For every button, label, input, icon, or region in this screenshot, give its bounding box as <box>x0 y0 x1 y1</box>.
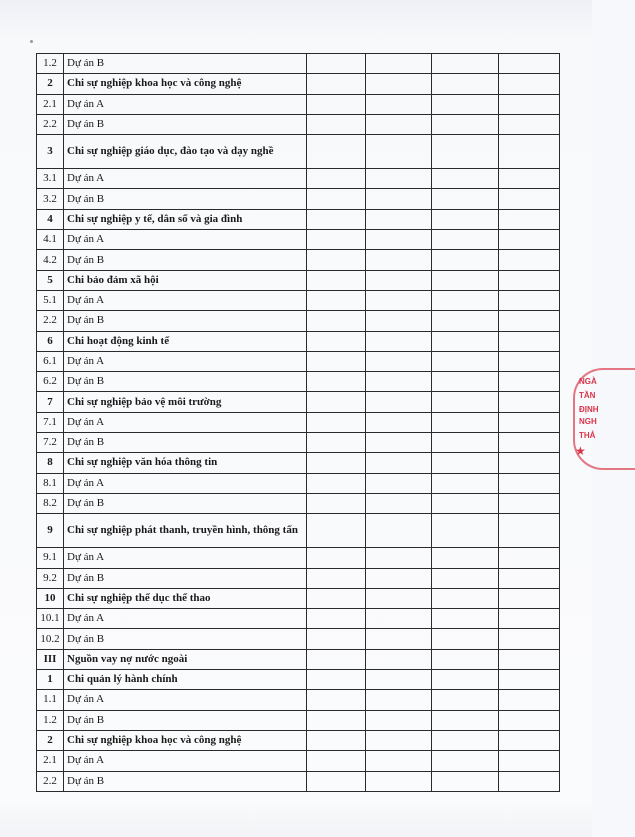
row-description-cell: Dự án B <box>64 771 307 791</box>
row-description-cell: Dự án B <box>64 629 307 649</box>
row-description-cell: Dự án A <box>64 230 307 250</box>
empty-value-cell <box>307 114 366 134</box>
empty-value-cell <box>366 135 432 169</box>
row-description-cell: Nguồn vay nợ nước ngoài <box>64 649 307 669</box>
empty-value-cell <box>432 771 499 791</box>
row-number-cell: 2.1 <box>37 751 64 771</box>
table-row <box>37 250 560 270</box>
empty-value-cell <box>307 568 366 588</box>
empty-value-cell <box>499 311 560 331</box>
table-row <box>37 514 560 548</box>
empty-value-cell <box>432 270 499 290</box>
empty-value-cell <box>366 493 432 513</box>
empty-value-cell <box>307 54 366 74</box>
empty-value-cell <box>432 230 499 250</box>
table-row <box>37 588 560 608</box>
budget-table-body <box>37 54 560 792</box>
row-description-cell: Dự án A <box>64 690 307 710</box>
empty-value-cell <box>432 609 499 629</box>
empty-value-cell <box>366 751 432 771</box>
table-row <box>37 609 560 629</box>
table-row <box>37 751 560 771</box>
table-row <box>37 135 560 169</box>
empty-value-cell <box>366 74 432 94</box>
empty-value-cell <box>499 290 560 310</box>
empty-value-cell <box>432 670 499 690</box>
row-description-cell: Chi sự nghiệp phát thanh, truyền hình, thông tấn <box>64 514 307 548</box>
empty-value-cell <box>366 169 432 189</box>
empty-value-cell <box>432 730 499 750</box>
table-row <box>37 169 560 189</box>
empty-value-cell <box>307 372 366 392</box>
table-row <box>37 473 560 493</box>
row-number-cell: 2.2 <box>37 114 64 134</box>
empty-value-cell <box>366 514 432 548</box>
row-number-cell: 2.1 <box>37 94 64 114</box>
empty-value-cell <box>307 514 366 548</box>
table-row <box>37 230 560 250</box>
seal-text-line: ĐỊNH <box>579 405 599 414</box>
empty-value-cell <box>366 568 432 588</box>
empty-value-cell <box>499 649 560 669</box>
table-row <box>37 392 560 412</box>
row-description-cell: Dự án A <box>64 548 307 568</box>
empty-value-cell <box>432 169 499 189</box>
empty-value-cell <box>307 493 366 513</box>
empty-value-cell <box>366 453 432 473</box>
seal-text-line: TẦN <box>579 391 596 400</box>
empty-value-cell <box>307 290 366 310</box>
row-number-cell: 9.1 <box>37 548 64 568</box>
empty-value-cell <box>307 209 366 229</box>
empty-value-cell <box>432 493 499 513</box>
row-description-cell: Dự án A <box>64 751 307 771</box>
row-description-cell: Dự án A <box>64 412 307 432</box>
empty-value-cell <box>366 609 432 629</box>
table-row <box>37 412 560 432</box>
row-description-cell: Dự án A <box>64 94 307 114</box>
empty-value-cell <box>366 331 432 351</box>
row-number-cell: 8.1 <box>37 473 64 493</box>
table-row <box>37 290 560 310</box>
table-row <box>37 771 560 791</box>
row-description-cell: Chi hoạt động kinh tế <box>64 331 307 351</box>
empty-value-cell <box>366 649 432 669</box>
empty-value-cell <box>366 548 432 568</box>
row-number-cell: 5 <box>37 270 64 290</box>
empty-value-cell <box>432 453 499 473</box>
empty-value-cell <box>366 412 432 432</box>
row-number-cell: 10.1 <box>37 609 64 629</box>
row-description-cell: Dự án B <box>64 710 307 730</box>
empty-value-cell <box>366 771 432 791</box>
row-description-cell: Dự án A <box>64 169 307 189</box>
empty-value-cell <box>366 311 432 331</box>
empty-value-cell <box>366 94 432 114</box>
row-description-cell: Dự án A <box>64 290 307 310</box>
empty-value-cell <box>499 412 560 432</box>
empty-value-cell <box>307 473 366 493</box>
table-row <box>37 331 560 351</box>
empty-value-cell <box>432 189 499 209</box>
empty-value-cell <box>366 230 432 250</box>
row-description-cell: Chi sự nghiệp giáo dục, đào tạo và dạy nghề <box>64 135 307 169</box>
row-number-cell: 4.2 <box>37 250 64 270</box>
row-number-cell: 4.1 <box>37 230 64 250</box>
empty-value-cell <box>307 331 366 351</box>
empty-value-cell <box>366 730 432 750</box>
table-row <box>37 54 560 74</box>
row-description-cell: Dự án B <box>64 568 307 588</box>
row-description-cell: Dự án B <box>64 189 307 209</box>
empty-value-cell <box>499 710 560 730</box>
empty-value-cell <box>499 114 560 134</box>
empty-value-cell <box>432 473 499 493</box>
empty-value-cell <box>499 230 560 250</box>
empty-value-cell <box>499 493 560 513</box>
empty-value-cell <box>307 751 366 771</box>
empty-value-cell <box>307 412 366 432</box>
empty-value-cell <box>432 629 499 649</box>
empty-value-cell <box>499 453 560 473</box>
empty-value-cell <box>307 392 366 412</box>
empty-value-cell <box>499 690 560 710</box>
table-row <box>37 189 560 209</box>
empty-value-cell <box>366 114 432 134</box>
empty-value-cell <box>499 392 560 412</box>
row-description-cell: Chi sự nghiệp thể dục thể thao <box>64 588 307 608</box>
row-number-cell: 1.1 <box>37 690 64 710</box>
empty-value-cell <box>307 351 366 371</box>
table-row <box>37 311 560 331</box>
empty-value-cell <box>307 230 366 250</box>
empty-value-cell <box>432 135 499 169</box>
empty-value-cell <box>366 392 432 412</box>
scan-speck <box>30 40 33 43</box>
empty-value-cell <box>432 372 499 392</box>
row-number-cell: 6.2 <box>37 372 64 392</box>
empty-value-cell <box>432 331 499 351</box>
empty-value-cell <box>307 189 366 209</box>
empty-value-cell <box>499 250 560 270</box>
empty-value-cell <box>432 94 499 114</box>
empty-value-cell <box>432 568 499 588</box>
empty-value-cell <box>366 351 432 371</box>
empty-value-cell <box>366 250 432 270</box>
empty-value-cell <box>307 548 366 568</box>
row-number-cell: 2 <box>37 74 64 94</box>
row-description-cell: Chi quản lý hành chính <box>64 670 307 690</box>
empty-value-cell <box>366 189 432 209</box>
empty-value-cell <box>366 209 432 229</box>
row-description-cell: Dự án A <box>64 351 307 371</box>
row-description-cell: Chi bảo đảm xã hội <box>64 270 307 290</box>
seal-text-line: THẢ <box>579 431 596 440</box>
table-row <box>37 629 560 649</box>
empty-value-cell <box>307 588 366 608</box>
empty-value-cell <box>307 74 366 94</box>
row-number-cell: 9 <box>37 514 64 548</box>
table-row <box>37 94 560 114</box>
empty-value-cell <box>432 710 499 730</box>
row-number-cell: 7.1 <box>37 412 64 432</box>
row-number-cell: 3 <box>37 135 64 169</box>
empty-value-cell <box>499 473 560 493</box>
table-row <box>37 548 560 568</box>
empty-value-cell <box>499 771 560 791</box>
row-description-cell: Dự án B <box>64 114 307 134</box>
row-description-cell: Dự án B <box>64 493 307 513</box>
empty-value-cell <box>432 351 499 371</box>
empty-value-cell <box>499 189 560 209</box>
empty-value-cell <box>432 54 499 74</box>
row-number-cell: 6.1 <box>37 351 64 371</box>
table-row <box>37 351 560 371</box>
empty-value-cell <box>499 609 560 629</box>
row-description-cell: Chi sự nghiệp khoa học và công nghệ <box>64 730 307 750</box>
red-seal-stamp <box>569 368 599 468</box>
empty-value-cell <box>366 629 432 649</box>
empty-value-cell <box>499 629 560 649</box>
empty-value-cell <box>432 514 499 548</box>
row-number-cell: 7.2 <box>37 433 64 453</box>
empty-value-cell <box>366 588 432 608</box>
empty-value-cell <box>499 135 560 169</box>
empty-value-cell <box>366 290 432 310</box>
empty-value-cell <box>366 710 432 730</box>
empty-value-cell <box>499 351 560 371</box>
empty-value-cell <box>366 690 432 710</box>
row-description-cell: Chi sự nghiệp văn hóa thông tin <box>64 453 307 473</box>
table-row <box>37 372 560 392</box>
empty-value-cell <box>499 433 560 453</box>
row-description-cell: Dự án B <box>64 311 307 331</box>
row-description-cell: Dự án A <box>64 609 307 629</box>
empty-value-cell <box>432 311 499 331</box>
row-number-cell: 2 <box>37 730 64 750</box>
row-number-cell: 10 <box>37 588 64 608</box>
table-row <box>37 74 560 94</box>
empty-value-cell <box>499 730 560 750</box>
budget-table <box>36 53 560 792</box>
empty-value-cell <box>499 568 560 588</box>
empty-value-cell <box>432 433 499 453</box>
empty-value-cell <box>307 433 366 453</box>
empty-value-cell <box>307 629 366 649</box>
empty-value-cell <box>366 54 432 74</box>
row-description-cell: Chi sự nghiệp y tế, dân số và gia đình <box>64 209 307 229</box>
empty-value-cell <box>366 670 432 690</box>
empty-value-cell <box>366 270 432 290</box>
empty-value-cell <box>432 290 499 310</box>
row-number-cell: 8 <box>37 453 64 473</box>
empty-value-cell <box>307 690 366 710</box>
empty-value-cell <box>432 250 499 270</box>
empty-value-cell <box>432 74 499 94</box>
row-number-cell: 6 <box>37 331 64 351</box>
empty-value-cell <box>307 710 366 730</box>
row-number-cell: 8.2 <box>37 493 64 513</box>
seal-star-icon: ★ <box>575 444 586 458</box>
empty-value-cell <box>307 609 366 629</box>
empty-value-cell <box>432 114 499 134</box>
row-description-cell: Dự án A <box>64 473 307 493</box>
empty-value-cell <box>307 169 366 189</box>
empty-value-cell <box>432 392 499 412</box>
table-row <box>37 493 560 513</box>
empty-value-cell <box>499 548 560 568</box>
empty-value-cell <box>307 250 366 270</box>
row-description-cell: Dự án B <box>64 433 307 453</box>
table-row <box>37 209 560 229</box>
empty-value-cell <box>307 670 366 690</box>
empty-value-cell <box>499 514 560 548</box>
empty-value-cell <box>499 670 560 690</box>
table-row <box>37 649 560 669</box>
row-description-cell: Chi sự nghiệp bảo vệ môi trường <box>64 392 307 412</box>
table-row <box>37 568 560 588</box>
empty-value-cell <box>499 751 560 771</box>
table-row <box>37 670 560 690</box>
table-row <box>37 453 560 473</box>
empty-value-cell <box>366 433 432 453</box>
row-description-cell: Dự án B <box>64 54 307 74</box>
table-row <box>37 710 560 730</box>
row-number-cell: 3.1 <box>37 169 64 189</box>
table-row <box>37 270 560 290</box>
seal-text-line: NGH <box>579 417 597 426</box>
row-number-cell: 1.2 <box>37 54 64 74</box>
table-row <box>37 433 560 453</box>
empty-value-cell <box>499 94 560 114</box>
empty-value-cell <box>499 331 560 351</box>
empty-value-cell <box>366 473 432 493</box>
empty-value-cell <box>499 270 560 290</box>
row-number-cell: 2.2 <box>37 771 64 791</box>
empty-value-cell <box>307 453 366 473</box>
row-number-cell: 2.2 <box>37 311 64 331</box>
row-number-cell: 1 <box>37 670 64 690</box>
seal-text-line: NGÀ <box>579 377 597 386</box>
row-number-cell: 1.2 <box>37 710 64 730</box>
empty-value-cell <box>499 54 560 74</box>
row-number-cell: 4 <box>37 209 64 229</box>
empty-value-cell <box>499 74 560 94</box>
empty-value-cell <box>432 751 499 771</box>
empty-value-cell <box>366 372 432 392</box>
table-row <box>37 690 560 710</box>
row-description-cell: Dự án B <box>64 250 307 270</box>
empty-value-cell <box>307 730 366 750</box>
row-number-cell: 3.2 <box>37 189 64 209</box>
empty-value-cell <box>307 649 366 669</box>
row-number-cell: 10.2 <box>37 629 64 649</box>
row-description-cell: Dự án B <box>64 372 307 392</box>
empty-value-cell <box>499 372 560 392</box>
empty-value-cell <box>499 588 560 608</box>
table-row <box>37 730 560 750</box>
row-number-cell: III <box>37 649 64 669</box>
empty-value-cell <box>499 169 560 189</box>
empty-value-cell <box>307 771 366 791</box>
empty-value-cell <box>499 209 560 229</box>
row-number-cell: 7 <box>37 392 64 412</box>
empty-value-cell <box>307 94 366 114</box>
table-row <box>37 114 560 134</box>
row-number-cell: 9.2 <box>37 568 64 588</box>
empty-value-cell <box>432 690 499 710</box>
empty-value-cell <box>432 588 499 608</box>
empty-value-cell <box>307 270 366 290</box>
empty-value-cell <box>432 412 499 432</box>
empty-value-cell <box>432 548 499 568</box>
row-number-cell: 5.1 <box>37 290 64 310</box>
empty-value-cell <box>432 649 499 669</box>
empty-value-cell <box>432 209 499 229</box>
row-description-cell: Chi sự nghiệp khoa học và công nghệ <box>64 74 307 94</box>
empty-value-cell <box>307 311 366 331</box>
empty-value-cell <box>307 135 366 169</box>
